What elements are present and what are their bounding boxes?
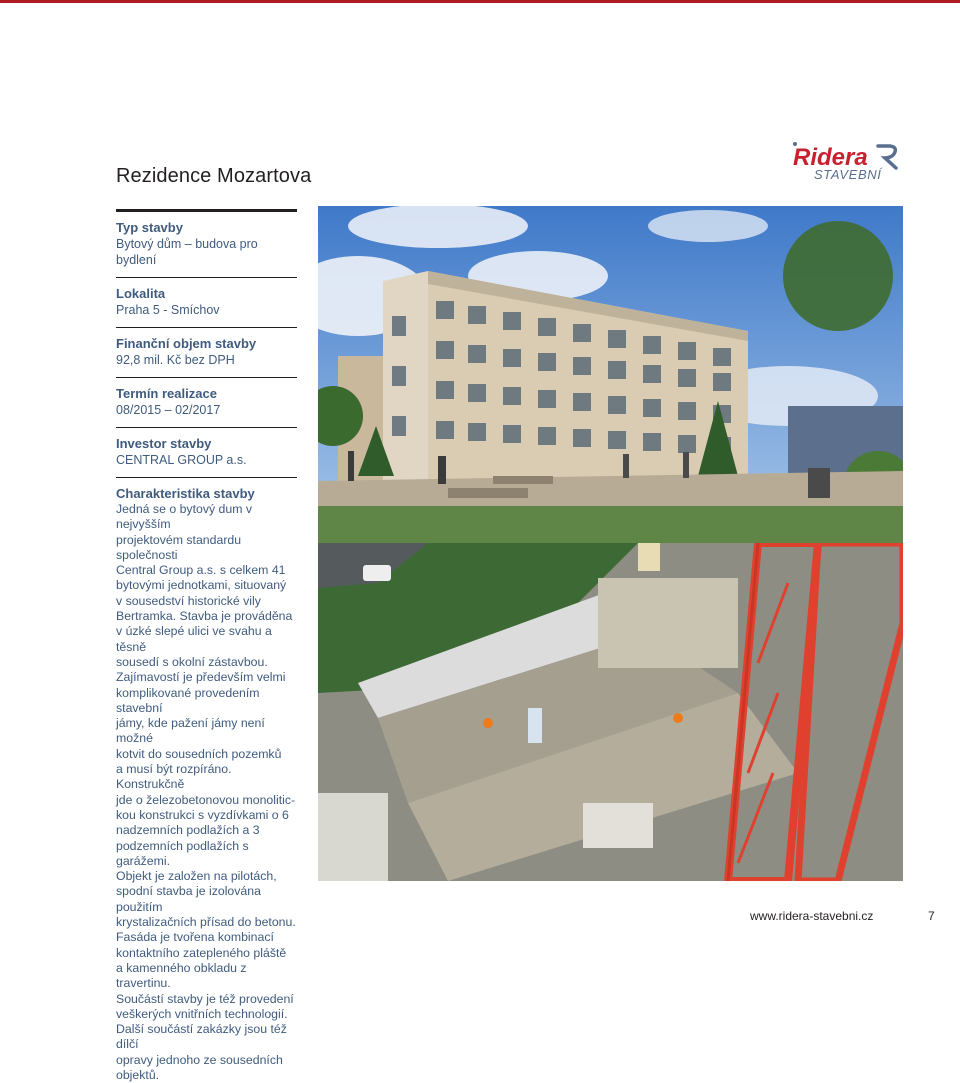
desc-line: jámy, kde pažení jámy není možné	[116, 716, 265, 746]
desc-line: projektovém standardu společnosti	[116, 532, 242, 562]
desc-line: kontaktního zatepleného pláště	[116, 945, 287, 960]
fact-value: Bytový dům – budova pro bydlení	[116, 237, 258, 267]
fact-value: 08/2015 – 02/2017	[116, 403, 221, 417]
desc-line: podzemních podlažích s garážemi.	[116, 838, 249, 868]
desc-line: Další součástí zakázky jsou též dílčí	[116, 1022, 287, 1052]
logo-sub-text: STAVEBNÍ	[814, 167, 882, 182]
fact-label: Termín realizace	[116, 386, 217, 401]
desc-line: Jedná se o bytový dum v nejvyšším	[116, 502, 253, 532]
formwork-deck	[598, 578, 738, 668]
site-sign	[638, 543, 660, 571]
page-title: Rezidence Mozartova	[116, 165, 312, 187]
desc-line: Bertramka. Stavba je prováděna	[116, 609, 293, 624]
fact-budget	[116, 327, 297, 377]
desc-line: a musí být rozpíráno. Konstrukčně	[116, 762, 232, 792]
person	[623, 454, 629, 478]
fact-schedule	[116, 377, 297, 427]
fact-label: Typ stavby	[116, 220, 183, 235]
construction-photo	[318, 543, 903, 881]
desc-line: v sousedství historické vily	[116, 593, 261, 608]
desc-line: Zajímavostí je především velmi	[116, 670, 286, 685]
desc-line: jde o železobetonovou monolitic-	[116, 792, 296, 807]
desc-line: Objekt je založen na pilotách,	[116, 869, 277, 884]
person	[438, 456, 446, 484]
desc-line: kou konstrukci s vyzdívkami o 6	[116, 807, 289, 822]
fact-label: Lokalita	[116, 286, 166, 301]
desc-line: v úzké slepé ulici ve svahu a těsně	[116, 624, 272, 654]
person	[808, 468, 830, 498]
ridera-logo	[790, 138, 902, 184]
desc-line: komplikované provedením stavební	[116, 685, 260, 715]
fact-value: CENTRAL GROUP a.s.	[116, 453, 247, 467]
desc-line: spodní stavba je izolována použitím	[116, 884, 261, 914]
parked-car	[363, 565, 391, 581]
fact-value: 92,8 mil. Kč bez DPH	[116, 353, 235, 367]
logo-r-mark-icon	[878, 146, 896, 168]
desc-line: Central Group a.s. s celkem 41	[116, 563, 286, 578]
cloud	[348, 206, 528, 248]
desc-line: a kamenného obkladu z travertinu.	[116, 960, 247, 991]
fact-label: Finanční objem stavby	[116, 336, 257, 351]
lawn	[318, 506, 903, 543]
desc-line: veškerých vnitřních technologií.	[116, 1006, 288, 1021]
desc-line: nadzemních podlažích a 3	[116, 823, 260, 838]
worker	[483, 718, 493, 728]
site-hut	[583, 803, 653, 848]
fact-label: Charakteristika stavby	[116, 486, 255, 501]
water-tank	[528, 708, 542, 743]
fact-investor	[116, 427, 297, 477]
desc-line: opravy jednoho ze sousedních	[116, 1052, 283, 1067]
desc-line: sousedí s okolní zástavbou.	[116, 654, 268, 669]
project-photos	[318, 206, 903, 881]
desc-line: kotvit do sousedních pozemků	[116, 746, 282, 761]
page-number: 7	[928, 909, 935, 923]
cloud	[648, 210, 768, 242]
desc-line: bytovými jednotkami, situovaný	[116, 578, 287, 593]
desc-line: krystalizačních přísad do betonu.	[116, 915, 296, 930]
person	[683, 452, 689, 478]
top-accent-line	[0, 0, 960, 3]
person	[348, 451, 354, 481]
logo-brand-text: Ridera	[793, 144, 868, 171]
rendering-photo	[318, 206, 903, 543]
desc-line: Součástí stavby je též provedení	[116, 991, 294, 1006]
fact-value: Praha 5 - Smíchov	[116, 303, 220, 317]
footer-url[interactable]: www.ridera-stavebni.cz	[750, 909, 874, 923]
project-facts	[116, 209, 297, 1083]
worker	[673, 713, 683, 723]
fact-building-type	[116, 209, 297, 277]
fact-location	[116, 277, 297, 327]
tree	[783, 221, 893, 331]
fact-characteristics	[116, 477, 297, 1083]
desc-line: objektů.	[116, 1067, 160, 1082]
concrete-wall	[318, 793, 388, 881]
fact-label: Investor stavby	[116, 436, 212, 451]
desc-line: Fasáda je tvořena kombinací	[116, 930, 274, 945]
